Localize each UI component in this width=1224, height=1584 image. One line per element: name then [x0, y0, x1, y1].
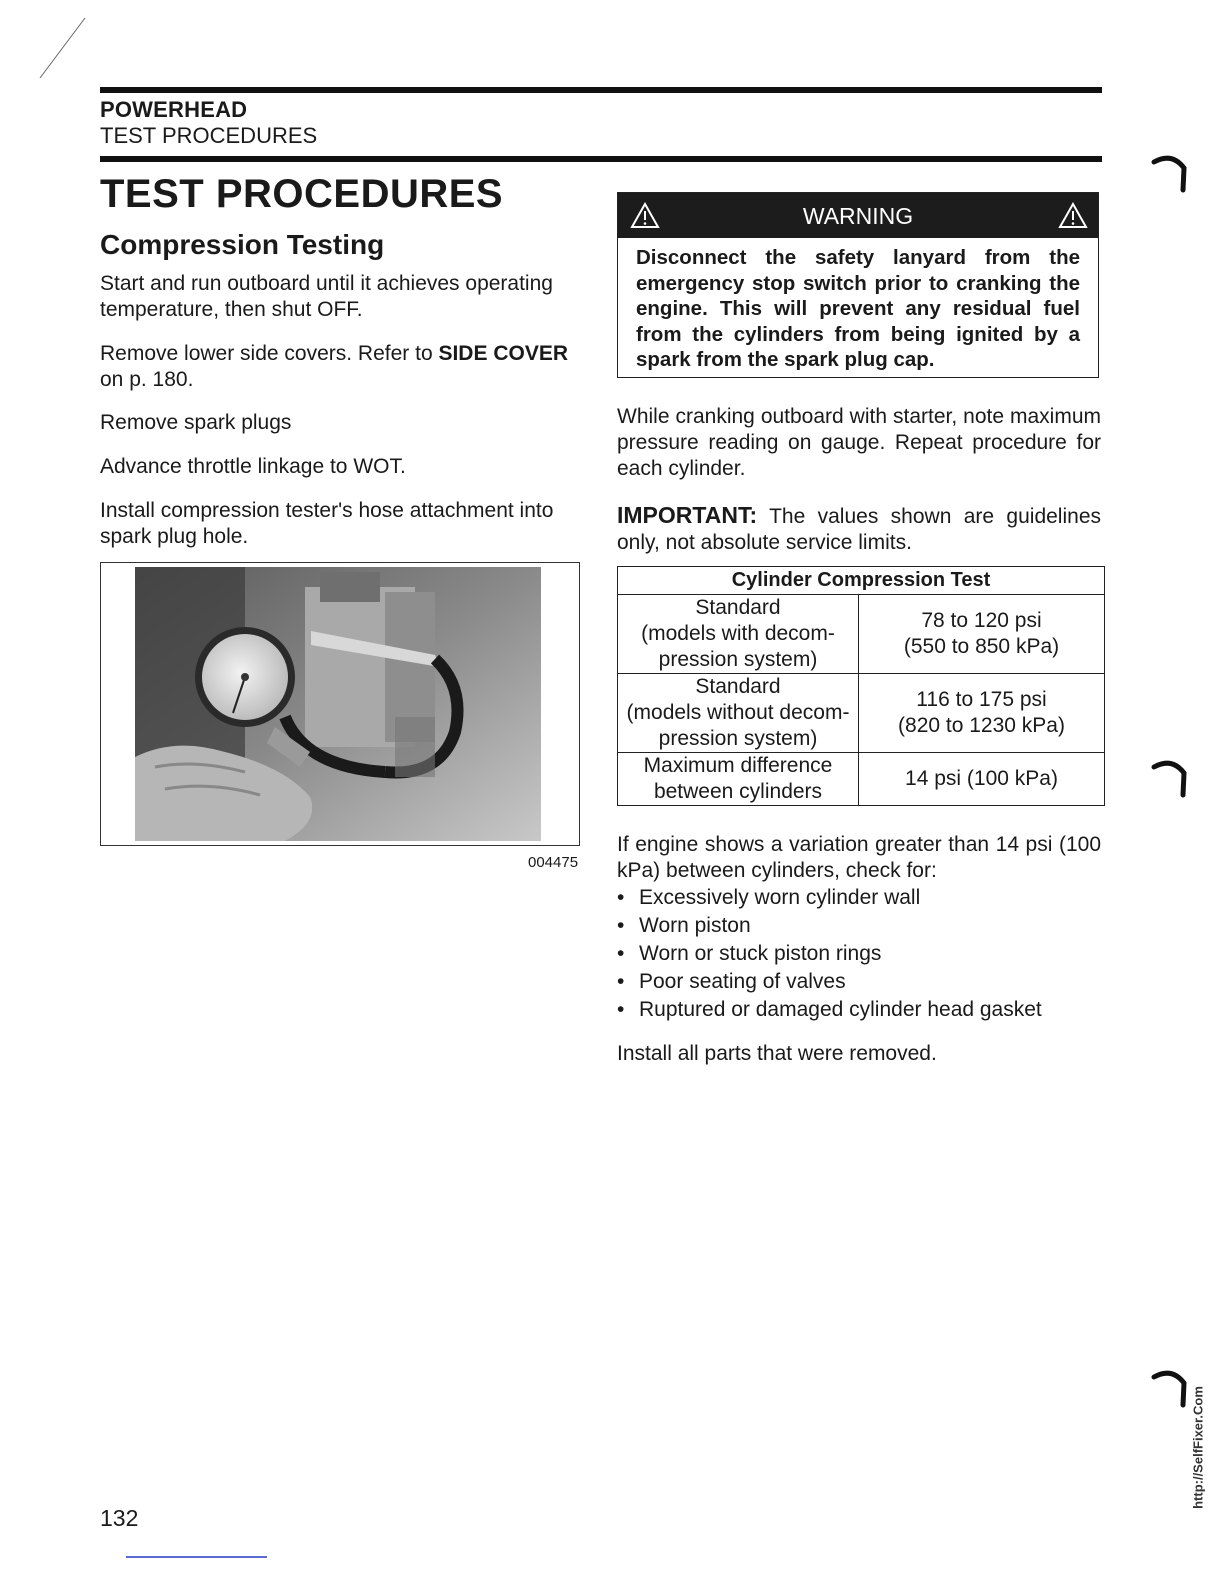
important-note: IMPORTANT: The values shown are guidelines only, not absolute service limits.	[617, 502, 1101, 554]
page-number: 132	[100, 1505, 139, 1531]
step-remove-plugs: Remove spark plugs	[100, 411, 292, 434]
table-title-row	[618, 567, 1105, 595]
warning-triangle-icon	[1058, 202, 1088, 229]
table-row	[618, 674, 1105, 753]
header-subsection: TEST PROCEDURES	[100, 123, 318, 148]
subheading: Compression Testing	[100, 229, 385, 260]
cranking-instruction: While cranking outboard with starter, note maximum pressure reading on gauge. Repeat procedure for each cylinder.	[617, 405, 1101, 480]
table-cell-value: 78 to 120 psi (550 to 850 kPa)	[859, 595, 1105, 674]
binder-hole-mark	[1150, 150, 1190, 200]
figure-caption: 004475	[528, 854, 579, 871]
list-item: • Ruptured or damaged cylinder head gasket	[617, 996, 1042, 1024]
warning-title: WARNING	[802, 203, 914, 229]
step-install-tester: Install compression tester's hose attachment into spark plug hole.	[100, 499, 554, 548]
footer-link-underline	[126, 1556, 267, 1558]
step-remove-covers: Remove lower side covers. Refer to SIDE COVER on p. 180.	[100, 342, 568, 391]
binder-hole-mark	[1150, 1365, 1190, 1415]
check-list	[617, 884, 1042, 1024]
important-label: IMPORTANT:	[617, 502, 758, 528]
table-cell-value: 14 psi (100 kPa)	[859, 753, 1105, 806]
warning-text: Disconnect the safety lanyard from the emergency stop switch prior to cranking the engine. This will prevent any residual fuel from the cylinders from being ignited by a spark from the spark plug cap.	[636, 246, 1080, 371]
step-advance-throttle: Advance throttle linkage to WOT.	[100, 455, 406, 478]
figure-frame	[100, 562, 580, 846]
list-item: • Poor seating of valves	[617, 968, 1042, 996]
table-row	[618, 595, 1105, 674]
table-row	[618, 753, 1105, 806]
side-cover-reference: SIDE COVER	[438, 342, 568, 365]
list-item: • Worn or stuck piston rings	[617, 940, 1042, 968]
list-item: • Worn piston	[617, 912, 1042, 940]
table-cell-value: 116 to 175 psi (820 to 1230 kPa)	[859, 674, 1105, 753]
table-cell-label: Standard (models with decom- pression system)	[618, 595, 859, 674]
compression-table	[617, 566, 1105, 806]
corner-mark	[30, 10, 90, 80]
compression-tester-photo	[135, 567, 541, 841]
binder-hole-mark	[1150, 755, 1190, 805]
header-rule-top	[100, 87, 1102, 93]
closing-instruction: Install all parts that were removed.	[617, 1042, 937, 1065]
table-cell-label: Standard (models without decom- pression system)	[618, 674, 859, 753]
table-cell-label: Maximum difference between cylinders	[618, 753, 859, 806]
page-title: TEST PROCEDURES	[100, 172, 504, 216]
table-title: Cylinder Compression Test	[618, 567, 1105, 595]
variation-text: If engine shows a variation greater than 14 psi (100 kPa) between cylinders, check for:	[617, 833, 1101, 882]
side-url: http://SelfFixer.Com	[1190, 1386, 1206, 1509]
header-rule-bottom	[100, 156, 1102, 162]
step-run-outboard: Start and run outboard until it achieves operating temperature, then shut OFF.	[100, 272, 553, 321]
header-section: POWERHEAD	[100, 97, 248, 122]
warning-box	[617, 192, 1099, 378]
list-item: • Excessively worn cylinder wall	[617, 884, 1042, 912]
